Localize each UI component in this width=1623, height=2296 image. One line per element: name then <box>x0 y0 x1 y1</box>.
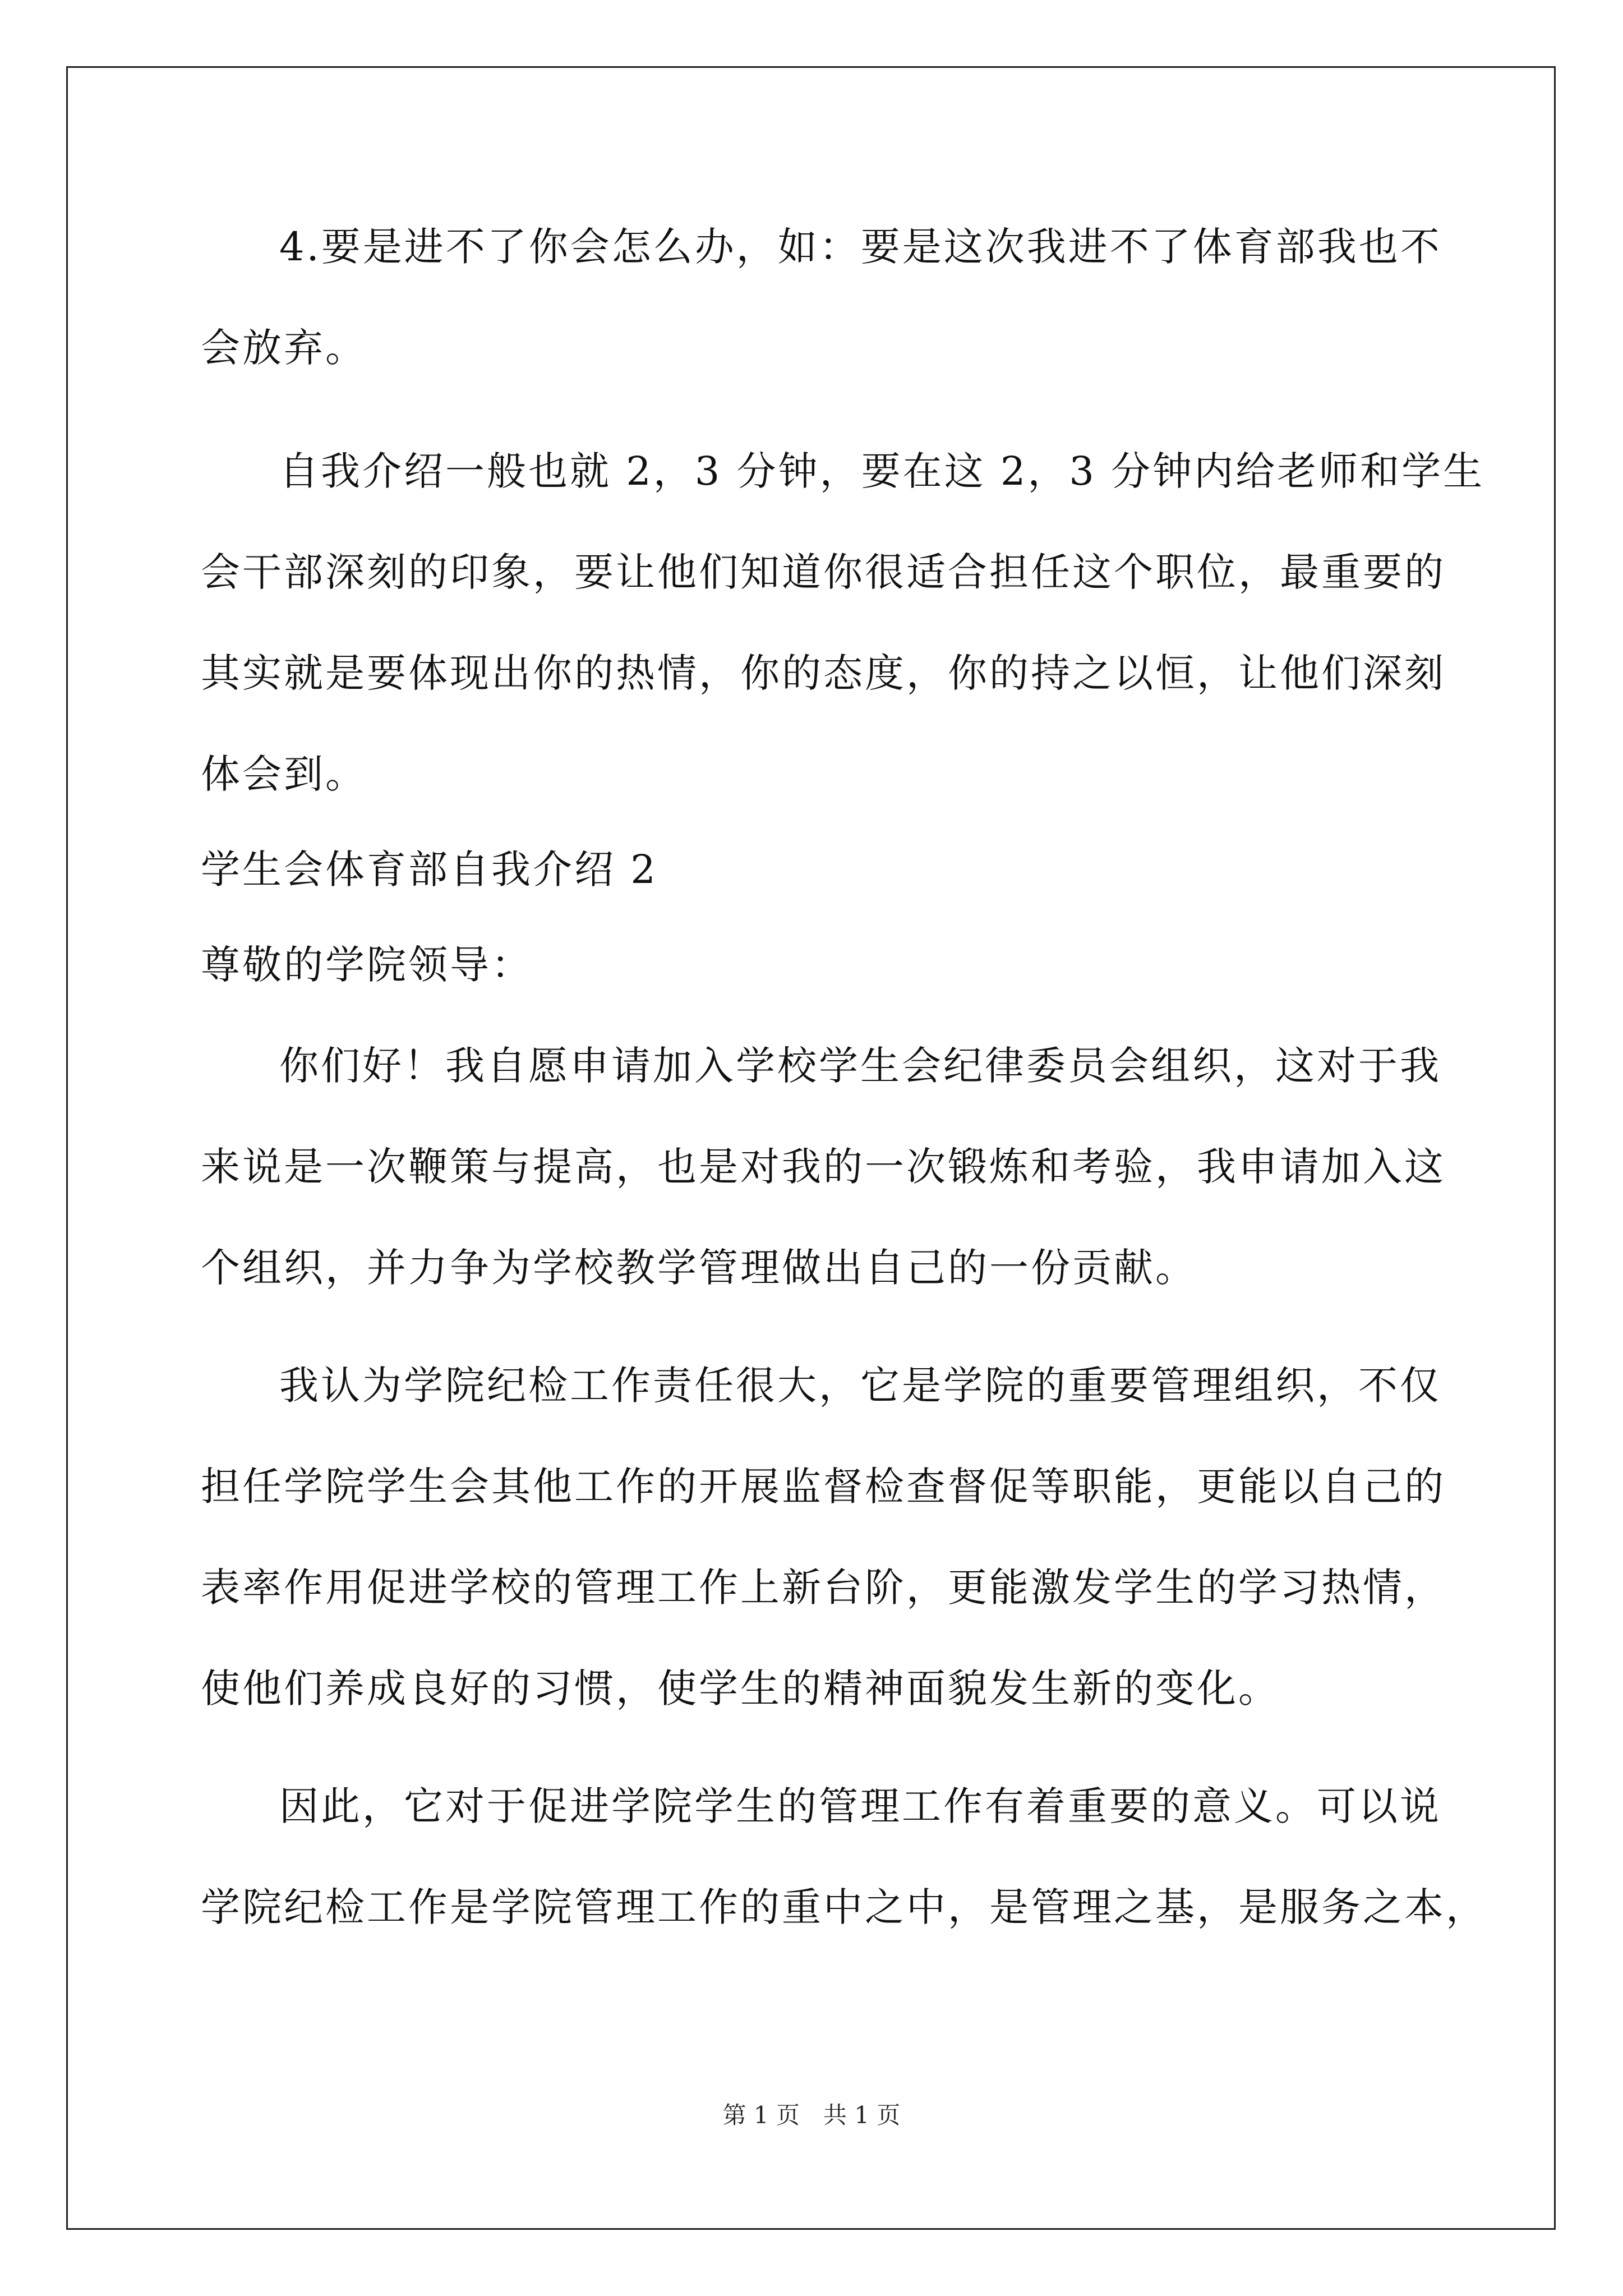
paragraph-line: 会放弃。 <box>201 325 367 371</box>
paragraph-line: 会干部深刻的印象，要让他们知道你很适合担任这个职位，最重要的 <box>201 549 1446 595</box>
paragraph-line: 因此，它对于促进学院学生的管理工作有着重要的意义。可以说 <box>279 1783 1441 1829</box>
page-footer: 第 1 页 共 1 页 <box>722 2101 901 2129</box>
salutation: 尊敬的学院领导： <box>201 942 533 988</box>
paragraph-line: 4.要是进不了你会怎么办，如：要是这次我进不了体育部我也不 <box>279 224 1442 270</box>
paragraph-line: 个组织，并力争为学校教学管理做出自己的一份贡献。 <box>201 1245 1197 1291</box>
paragraph-line: 学院纪检工作是学院管理工作的重中之中，是管理之基，是服务之本， <box>201 1884 1487 1930</box>
paragraph-line: 担任学院学生会其他工作的开展监督检查督促等职能，更能以自己的 <box>201 1464 1446 1510</box>
paragraph-line: 来说是一次鞭策与提高，也是对我的一次锻炼和考验，我申请加入这 <box>201 1144 1446 1190</box>
paragraph-line: 你们好！我自愿申请加入学校学生会纪律委员会组织，这对于我 <box>279 1043 1441 1089</box>
paragraph-line: 自我介绍一般也就 2，3 分钟，要在这 2，3 分钟内给老师和学生 <box>279 448 1485 494</box>
paragraph-line: 使他们养成良好的习惯，使学生的精神面貌发生新的变化。 <box>201 1665 1280 1711</box>
paragraph-line: 其实就是要体现出你的热情，你的态度，你的持之以恒，让他们深刻 <box>201 650 1446 696</box>
section-heading: 学生会体育部自我介绍 2 <box>201 846 658 892</box>
paragraph-line: 我认为学院纪检工作责任很大，它是学院的重要管理组织，不仅 <box>279 1363 1441 1409</box>
paragraph-line: 体会到。 <box>201 751 367 797</box>
paragraph-line: 表率作用促进学校的管理工作上新台阶，更能激发学生的学习热情， <box>201 1565 1446 1611</box>
